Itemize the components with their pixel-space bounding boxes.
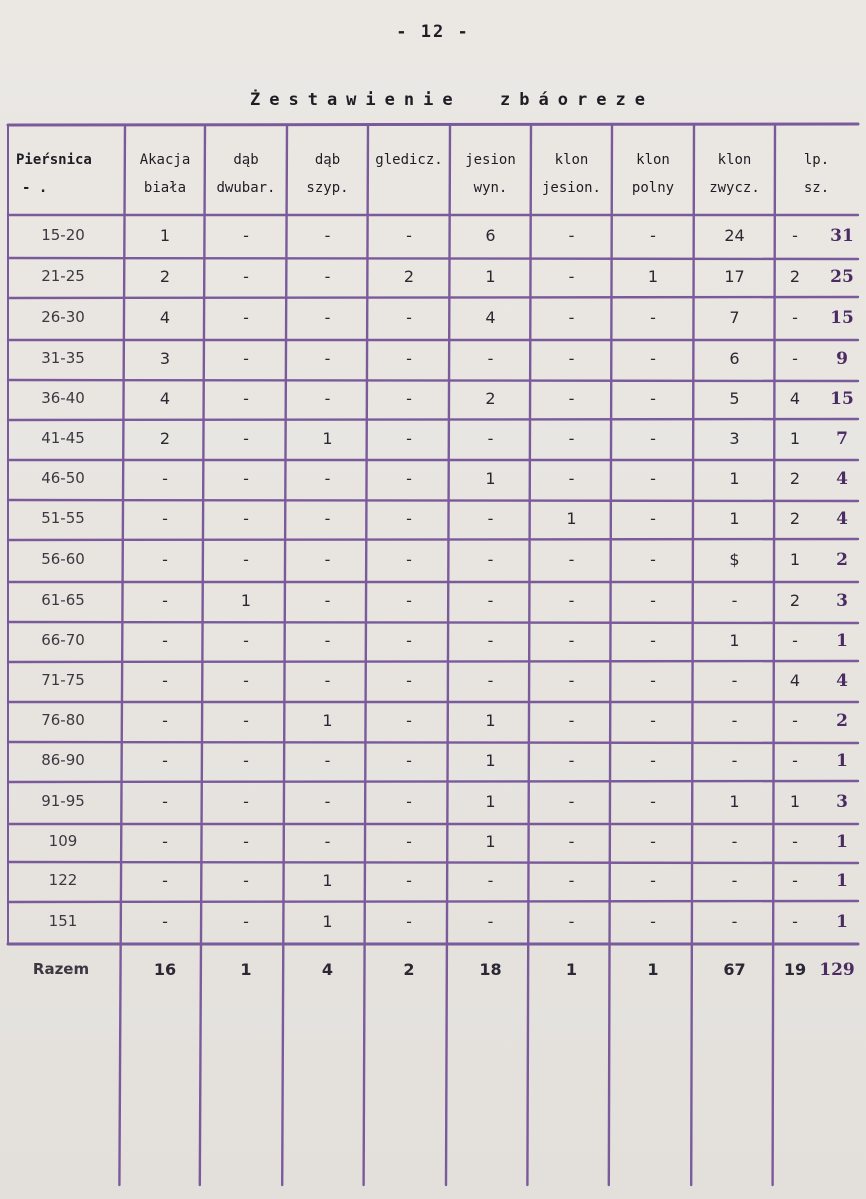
table-row-rule bbox=[8, 661, 858, 662]
header-cell-diameter-sub: - . bbox=[22, 180, 48, 196]
table-cell: 1 bbox=[789, 429, 801, 448]
table-row-rule bbox=[8, 742, 858, 743]
table-cell: - bbox=[324, 509, 331, 528]
table-cell: - bbox=[406, 671, 412, 690]
total-label: Razem bbox=[32, 960, 90, 978]
table-cell: 24 bbox=[724, 225, 745, 245]
table-cell: 4 bbox=[159, 308, 171, 327]
table-cell: - bbox=[731, 671, 738, 690]
table-cell: - bbox=[324, 550, 331, 569]
header-cell-6-line1: klon bbox=[554, 152, 589, 168]
table-row-range: 41-45 bbox=[41, 429, 85, 447]
table-cell: - bbox=[568, 550, 575, 569]
table-cell: - bbox=[568, 591, 575, 610]
table-cell: - bbox=[406, 832, 412, 851]
table-cell: 4 bbox=[836, 509, 848, 529]
table-cell: - bbox=[650, 591, 656, 610]
table-cell: 1 bbox=[789, 550, 801, 569]
table-cell: - bbox=[650, 631, 656, 650]
table-cell: - bbox=[568, 267, 575, 286]
table-cell: - bbox=[324, 792, 331, 811]
table-row-rule bbox=[8, 781, 858, 782]
table-cell: - bbox=[324, 267, 331, 286]
header-cell-3-line1: dąb bbox=[314, 152, 341, 168]
table-cell: - bbox=[406, 429, 412, 448]
table-cell: - bbox=[792, 631, 798, 650]
table-cell: 1 bbox=[836, 832, 848, 852]
header-cell-9-line1: lp. bbox=[803, 152, 830, 168]
table-cell: 1 bbox=[836, 871, 848, 891]
table-row-range: 109 bbox=[48, 832, 78, 850]
table-cell: - bbox=[406, 631, 412, 650]
table-cell: 3 bbox=[836, 591, 848, 611]
table-cell: - bbox=[406, 591, 412, 610]
table-cell: 1 bbox=[566, 509, 577, 528]
table-cell: 4 bbox=[159, 389, 171, 408]
table-cell: 1 bbox=[240, 591, 252, 610]
table-cell: - bbox=[568, 832, 575, 851]
table-cell: - bbox=[243, 509, 249, 528]
table-cell: - bbox=[487, 349, 494, 368]
table-row-range: 76-80 bbox=[41, 711, 85, 729]
table-row-range: 46-50 bbox=[41, 469, 85, 487]
table-cell: - bbox=[162, 912, 168, 931]
header-cell-7-line1: klon bbox=[636, 152, 670, 168]
table-cell: 7 bbox=[836, 429, 848, 449]
table-cell: 15 bbox=[830, 389, 854, 409]
table-row-range: 71-75 bbox=[41, 671, 85, 689]
table-cell: - bbox=[162, 631, 168, 650]
table-cell: - bbox=[568, 225, 575, 245]
table-row-rule bbox=[8, 380, 858, 381]
table-cell: - bbox=[487, 631, 494, 650]
table-cell: 1 bbox=[485, 792, 496, 811]
table-cell: 1 bbox=[159, 225, 171, 245]
table-cell: - bbox=[243, 832, 249, 851]
table-row-range: 36-40 bbox=[41, 389, 85, 407]
table-cell: - bbox=[406, 550, 412, 569]
table-cell: - bbox=[243, 751, 249, 770]
table-cell: - bbox=[406, 225, 412, 245]
table-cell: 2 bbox=[789, 591, 801, 610]
table-cell: - bbox=[650, 349, 656, 368]
total-cell: 18 bbox=[479, 960, 502, 979]
table-cell: 1 bbox=[485, 469, 496, 488]
table-cell: - bbox=[324, 469, 331, 488]
table-cell: - bbox=[243, 631, 249, 650]
table-cell: 1 bbox=[322, 711, 333, 730]
header-cell-1-line2: biała bbox=[143, 180, 187, 196]
table-cell: - bbox=[324, 225, 331, 245]
table-cell: - bbox=[792, 912, 798, 931]
table-cell: 3 bbox=[836, 792, 848, 812]
table-row-range: 86-90 bbox=[41, 751, 85, 769]
table-row-rule bbox=[8, 500, 858, 501]
table-cell: - bbox=[487, 550, 494, 569]
total-cell: 16 bbox=[153, 960, 177, 979]
table-cell: - bbox=[162, 751, 168, 770]
table-cell: - bbox=[650, 308, 656, 327]
table-cell: 4 bbox=[485, 308, 496, 327]
table-cell: 1 bbox=[729, 792, 740, 811]
table-cell: - bbox=[324, 591, 331, 610]
table-cell: - bbox=[487, 429, 494, 448]
table-cell: - bbox=[731, 751, 738, 770]
table-cell: - bbox=[487, 871, 494, 890]
table-cell: - bbox=[406, 912, 412, 931]
table-cell: - bbox=[162, 550, 168, 569]
table-cell: - bbox=[324, 631, 331, 650]
table-row-range: 122 bbox=[48, 871, 78, 889]
table-row-rule bbox=[8, 124, 858, 125]
table-cell: - bbox=[243, 429, 249, 448]
table-cell: - bbox=[650, 225, 656, 245]
table-cell: 4 bbox=[789, 671, 801, 690]
header-cell-3-line2: szyp. bbox=[306, 180, 349, 196]
table-cell: - bbox=[243, 349, 249, 368]
table-cell: 2 bbox=[836, 550, 848, 570]
table-cell: - bbox=[243, 225, 249, 245]
header-cell-8-line2: zwycz. bbox=[709, 180, 760, 196]
table-cell: - bbox=[324, 349, 331, 368]
table-cell: - bbox=[324, 671, 331, 690]
table-cell: - bbox=[162, 671, 168, 690]
table-cell: - bbox=[243, 308, 249, 327]
table-cell: - bbox=[406, 308, 412, 327]
table-cell: - bbox=[731, 912, 738, 931]
table-cell: - bbox=[487, 671, 494, 690]
table-cell: - bbox=[650, 389, 656, 408]
table-cell: - bbox=[243, 550, 249, 569]
table-cell: - bbox=[792, 751, 798, 770]
table-cell: 1 bbox=[836, 631, 848, 651]
table-cell: 6 bbox=[485, 225, 496, 245]
table-cell: - bbox=[162, 832, 168, 851]
table-cell: - bbox=[568, 792, 575, 811]
table-cell: - bbox=[650, 912, 656, 931]
page-number: - 12 - bbox=[396, 22, 470, 42]
header-cell-8-line1: klon bbox=[717, 152, 752, 168]
table-row-rule bbox=[8, 539, 858, 540]
table-row-range: 61-65 bbox=[41, 591, 85, 609]
table-cell: 1 bbox=[485, 751, 496, 770]
table-row-rule bbox=[8, 862, 858, 863]
table-cell: - bbox=[406, 871, 412, 890]
table-cell: 2 bbox=[403, 267, 415, 286]
table-cell: 2 bbox=[485, 389, 496, 408]
table-cell: 1 bbox=[322, 912, 333, 931]
table-cell: $ bbox=[729, 550, 740, 569]
table-cell: - bbox=[650, 711, 656, 730]
table-cell: - bbox=[487, 912, 494, 931]
table-cell: 15 bbox=[830, 308, 854, 328]
table-cell: 5 bbox=[729, 389, 740, 408]
table-cell: - bbox=[324, 389, 331, 408]
table-cell: - bbox=[650, 550, 656, 569]
table-cell: - bbox=[243, 469, 249, 488]
table-row-rule bbox=[8, 901, 858, 902]
table-cell: 4 bbox=[836, 671, 848, 691]
total-cell: 19 bbox=[783, 960, 807, 979]
table-cell: - bbox=[568, 912, 575, 931]
table-cell: - bbox=[568, 711, 575, 730]
table-cell: 1 bbox=[789, 792, 801, 811]
total-cell: 1 bbox=[565, 960, 578, 979]
total-cell: 129 bbox=[819, 960, 855, 980]
table-cell: - bbox=[731, 711, 738, 730]
table-cell: 1 bbox=[729, 509, 740, 528]
table-cell: - bbox=[243, 871, 249, 890]
table-cell: - bbox=[568, 349, 575, 368]
table-cell: 1 bbox=[836, 912, 848, 932]
total-cell: 67 bbox=[723, 960, 746, 979]
table-cell: 25 bbox=[830, 267, 854, 287]
table-cell: - bbox=[324, 832, 331, 851]
table-cell: - bbox=[792, 832, 798, 851]
total-cell: 1 bbox=[240, 960, 252, 979]
header-cell-4-line1: gledicz. bbox=[375, 152, 443, 168]
header-cell-5-line1: jesion bbox=[465, 152, 516, 168]
table-cell: - bbox=[243, 912, 249, 931]
table-cell: - bbox=[162, 509, 168, 528]
table-row-range: 21-25 bbox=[41, 267, 85, 285]
table-row-rule bbox=[8, 258, 858, 259]
table-cell: - bbox=[487, 509, 494, 528]
header-cell-diameter: Pieŕsnica bbox=[16, 152, 92, 168]
table-cell: - bbox=[731, 591, 738, 610]
table-cell: 1 bbox=[322, 429, 333, 448]
table-cell: - bbox=[650, 509, 656, 528]
table-cell: - bbox=[243, 267, 249, 286]
table-row-range: 51-55 bbox=[41, 509, 85, 527]
header-cell-9-line2: sz. bbox=[803, 180, 830, 196]
table-cell: - bbox=[568, 429, 575, 448]
table-cell: 6 bbox=[729, 349, 740, 368]
header-cell-2-line1: dąb bbox=[233, 152, 259, 168]
table-cell: - bbox=[792, 711, 798, 730]
header-cell-2-line2: dwubar. bbox=[216, 180, 276, 196]
table-cell: - bbox=[162, 469, 168, 488]
table-cell: - bbox=[162, 711, 168, 730]
table-row-range: 151 bbox=[48, 912, 78, 930]
table-cell: - bbox=[162, 792, 168, 811]
table-cell: - bbox=[792, 349, 798, 368]
table-row-range: 56-60 bbox=[41, 550, 85, 568]
table-cell: 1 bbox=[485, 711, 496, 730]
table-cell: - bbox=[792, 871, 798, 890]
table-cell: - bbox=[406, 711, 412, 730]
table-cell: - bbox=[568, 671, 575, 690]
table-cell: - bbox=[731, 871, 738, 890]
table-row-range: 66-70 bbox=[41, 631, 85, 649]
table-cell: 2 bbox=[789, 469, 801, 488]
table-cell: - bbox=[406, 469, 412, 488]
header-cell-7-line2: polny bbox=[631, 180, 675, 196]
table-row-range: 91-95 bbox=[41, 792, 85, 810]
table-cell: 3 bbox=[159, 349, 171, 368]
header-cell-6-line2: jesion. bbox=[541, 180, 601, 196]
table-row-range: 31-35 bbox=[41, 349, 85, 367]
table-cell: 3 bbox=[729, 429, 740, 448]
table-cell: 2 bbox=[836, 711, 848, 731]
table-cell: - bbox=[650, 751, 656, 770]
table-cell: 7 bbox=[729, 308, 740, 327]
table-cell: - bbox=[792, 308, 798, 327]
table-cell: 4 bbox=[789, 389, 801, 408]
table-cell: 31 bbox=[830, 225, 854, 246]
table-cell: 2 bbox=[789, 267, 801, 286]
table-cell: - bbox=[406, 349, 412, 368]
total-cell: 1 bbox=[647, 960, 659, 979]
table-cell: - bbox=[406, 509, 412, 528]
table-cell: - bbox=[650, 469, 656, 488]
table-cell: 2 bbox=[159, 267, 171, 286]
table-row-rule bbox=[8, 622, 858, 623]
table-cell: - bbox=[650, 832, 656, 851]
table-cell: - bbox=[568, 631, 575, 650]
table-cell: 2 bbox=[159, 429, 171, 448]
table-cell: - bbox=[650, 792, 656, 811]
table-row-range: 26-30 bbox=[41, 308, 85, 326]
table-cell: - bbox=[568, 751, 575, 770]
table-cell: - bbox=[243, 389, 249, 408]
total-cell: 4 bbox=[321, 960, 334, 979]
table-cell: 2 bbox=[789, 509, 801, 528]
table-cell: - bbox=[487, 591, 494, 610]
table-row-rule bbox=[8, 419, 858, 420]
table-cell: 4 bbox=[836, 469, 848, 489]
table-cell: - bbox=[243, 792, 249, 811]
table-cell: - bbox=[568, 871, 575, 890]
table-cell: 1 bbox=[322, 871, 333, 890]
table-cell: 1 bbox=[485, 267, 496, 286]
table-cell: - bbox=[324, 751, 331, 770]
table-cell: - bbox=[243, 671, 249, 690]
table-cell: 1 bbox=[647, 267, 659, 286]
table-cell: - bbox=[162, 591, 168, 610]
table-row-range: 15-20 bbox=[41, 225, 85, 244]
table-cell: - bbox=[650, 871, 656, 890]
table-cell: 1 bbox=[836, 751, 848, 771]
table-cell: - bbox=[406, 389, 412, 408]
table-cell: - bbox=[162, 871, 168, 890]
table-cell: 9 bbox=[836, 349, 848, 369]
header-cell-1-line1: Akacja bbox=[139, 152, 191, 168]
total-cell: 2 bbox=[403, 960, 415, 979]
header-cell-5-line2: wyn. bbox=[473, 180, 508, 196]
table-cell: - bbox=[731, 832, 738, 851]
table-cell: 1 bbox=[729, 631, 740, 650]
table-cell: 1 bbox=[485, 832, 496, 851]
table-cell: 1 bbox=[729, 469, 740, 488]
table-cell: - bbox=[406, 751, 412, 770]
table-cell: - bbox=[406, 792, 412, 811]
table-cell: - bbox=[650, 671, 656, 690]
table-cell: 17 bbox=[724, 267, 745, 286]
table-title: Żestawienie zbáoreze bbox=[250, 90, 654, 110]
table-cell: - bbox=[568, 308, 575, 327]
table-cell: - bbox=[568, 389, 575, 408]
table-row-rule bbox=[8, 297, 858, 298]
table-cell: - bbox=[243, 711, 249, 730]
table-cell: - bbox=[324, 308, 331, 327]
table-cell: - bbox=[650, 429, 656, 448]
table-cell: - bbox=[568, 469, 575, 488]
table-cell: - bbox=[792, 225, 798, 245]
